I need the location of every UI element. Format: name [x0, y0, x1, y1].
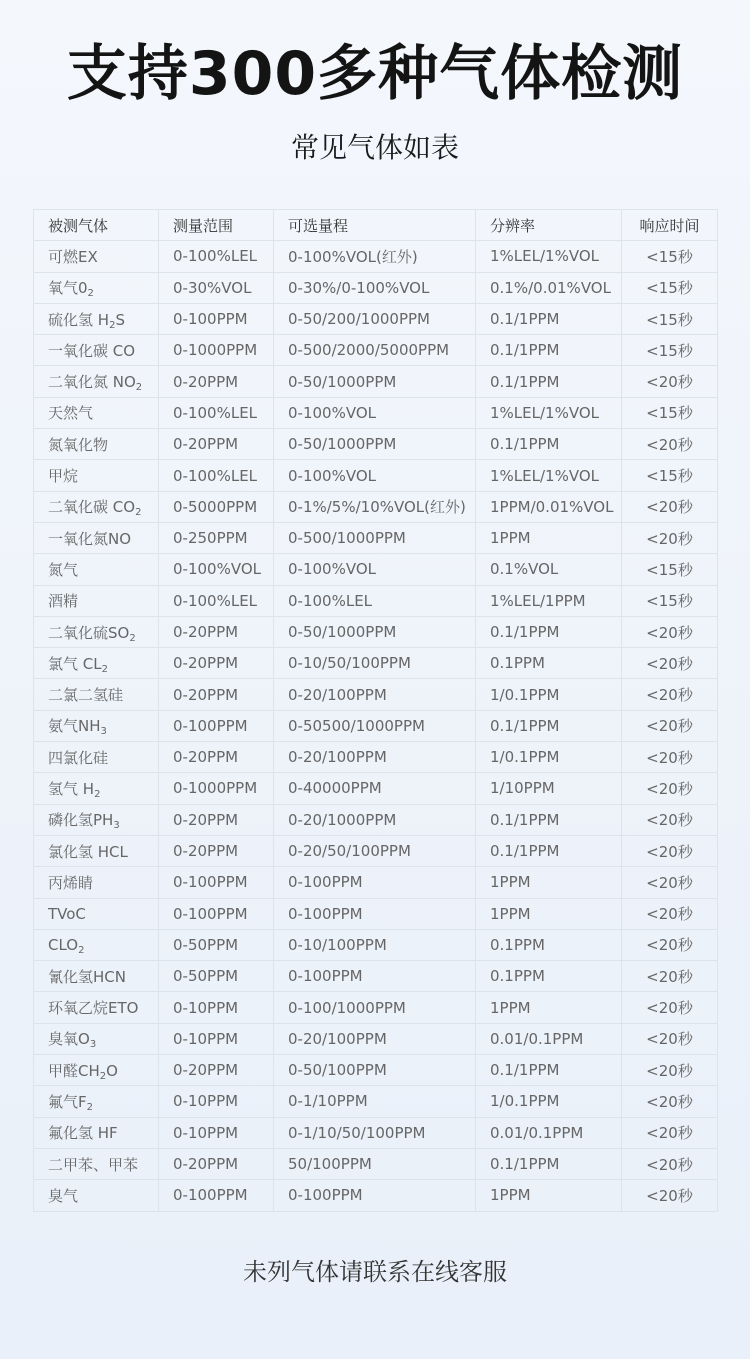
- cell-response-time: <20秒: [622, 429, 718, 460]
- header-response-time: 响应时间: [622, 210, 718, 241]
- cell-response-time: <20秒: [622, 961, 718, 992]
- table-row: [34, 835, 718, 866]
- table-row: [34, 491, 718, 522]
- cell-resolution: 0.1PPM: [476, 929, 622, 960]
- table-row: [34, 585, 718, 616]
- cell-optional-range: 0-50/200/1000PPM: [274, 303, 476, 334]
- table-row: [34, 429, 718, 460]
- cell-resolution: 0.01/0.1PPM: [476, 1117, 622, 1148]
- cell-gas: [34, 616, 159, 647]
- cell-range: 0-50PPM: [159, 929, 274, 960]
- cell-gas: [34, 867, 159, 898]
- table-row: [34, 272, 718, 303]
- table-row: [34, 522, 718, 553]
- gas-formula-subscript: 2: [129, 632, 136, 644]
- cell-response-time: <15秒: [622, 272, 718, 303]
- table-body: [34, 241, 718, 1211]
- cell-response-time: <15秒: [622, 397, 718, 428]
- gas-table: [33, 209, 718, 1212]
- cell-gas: [34, 1180, 159, 1211]
- cell-gas: [34, 742, 159, 773]
- cell-response-time: <15秒: [622, 460, 718, 491]
- cell-response-time: <20秒: [622, 1148, 718, 1179]
- cell-optional-range: 50/100PPM: [274, 1148, 476, 1179]
- cell-response-time: <20秒: [622, 1023, 718, 1054]
- table-row: [34, 1086, 718, 1117]
- cell-range: 0-10PPM: [159, 992, 274, 1023]
- cell-range: 0-30%VOL: [159, 272, 274, 303]
- cell-optional-range: 0-10/50/100PPM: [274, 648, 476, 679]
- cell-range: 0-1000PPM: [159, 335, 274, 366]
- cell-resolution: 0.1/1PPM: [476, 710, 622, 741]
- gas-formula-subscript: 2: [78, 944, 85, 956]
- cell-resolution: 0.1%/0.01%VOL: [476, 272, 622, 303]
- cell-optional-range: 0-100%LEL: [274, 585, 476, 616]
- gas-formula-subscript: 2: [135, 382, 143, 394]
- cell-gas: [34, 429, 159, 460]
- cell-resolution: 0.1/1PPM: [476, 366, 622, 397]
- cell-response-time: <20秒: [622, 1055, 718, 1086]
- gas-name: 氧气0: [48, 279, 88, 298]
- cell-range: 0-20PPM: [159, 366, 274, 397]
- cell-gas: [34, 460, 159, 491]
- gas-name: 天然气: [48, 404, 94, 423]
- cell-resolution: 1PPM: [476, 898, 622, 929]
- cell-gas: [34, 303, 159, 334]
- cell-optional-range: 0-30%/0-100%VOL: [274, 272, 476, 303]
- cell-range: 0-20PPM: [159, 616, 274, 647]
- cell-response-time: <20秒: [622, 992, 718, 1023]
- gas-name: 甲烷: [48, 467, 79, 486]
- cell-range: 0-1000PPM: [159, 773, 274, 804]
- cell-optional-range: 0-40000PPM: [274, 773, 476, 804]
- gas-formula-subscript: 2: [86, 1101, 94, 1113]
- gas-formula-suffix: O: [106, 1061, 118, 1080]
- table-row: [34, 366, 718, 397]
- gas-formula-subscript: 2: [109, 319, 116, 331]
- cell-optional-range: 0-100%VOL: [274, 460, 476, 491]
- gas-formula-subscript: 2: [99, 1070, 107, 1082]
- cell-range: 0-100%LEL: [159, 397, 274, 428]
- cell-range: 0-100%LEL: [159, 585, 274, 616]
- table-row: [34, 710, 718, 741]
- cell-optional-range: 0-50/1000PPM: [274, 429, 476, 460]
- cell-gas: [34, 585, 159, 616]
- table-row: [34, 898, 718, 929]
- cell-range: 0-100%VOL: [159, 554, 274, 585]
- cell-optional-range: 0-20/100PPM: [274, 679, 476, 710]
- header-gas: 被测气体: [34, 210, 159, 241]
- gas-formula-suffix: S: [115, 310, 125, 329]
- cell-response-time: <20秒: [622, 898, 718, 929]
- cell-response-time: <15秒: [622, 303, 718, 334]
- cell-optional-range: 0-50/1000PPM: [274, 616, 476, 647]
- cell-gas: [34, 835, 159, 866]
- table-row: [34, 773, 718, 804]
- cell-gas: [34, 335, 159, 366]
- cell-response-time: <20秒: [622, 491, 718, 522]
- cell-resolution: 1/10PPM: [476, 773, 622, 804]
- cell-resolution: 0.1/1PPM: [476, 303, 622, 334]
- table-row: [34, 648, 718, 679]
- gas-formula-subscript: 2: [94, 788, 101, 800]
- header-resolution: 分辨率: [476, 210, 622, 241]
- cell-optional-range: 0-100%VOL: [274, 397, 476, 428]
- cell-gas: [34, 491, 159, 522]
- gas-name: 氯气 CL: [48, 654, 102, 673]
- cell-optional-range: 0-10/100PPM: [274, 929, 476, 960]
- table-row: [34, 335, 718, 366]
- cell-range: 0-20PPM: [159, 742, 274, 773]
- cell-gas: [34, 366, 159, 397]
- gas-name: 四氯化硅: [48, 748, 109, 767]
- cell-range: 0-20PPM: [159, 804, 274, 835]
- cell-resolution: 1PPM/0.01%VOL: [476, 491, 622, 522]
- cell-gas: [34, 804, 159, 835]
- cell-resolution: 1/0.1PPM: [476, 679, 622, 710]
- cell-optional-range: 0-100PPM: [274, 961, 476, 992]
- cell-optional-range: 0-100PPM: [274, 1180, 476, 1211]
- table-row: [34, 929, 718, 960]
- cell-response-time: <15秒: [622, 554, 718, 585]
- cell-optional-range: 0-1/10/50/100PPM: [274, 1117, 476, 1148]
- cell-range: 0-100PPM: [159, 303, 274, 334]
- gas-formula-subscript: 2: [135, 507, 142, 519]
- gas-formula-subscript: 2: [101, 663, 108, 675]
- gas-name: 可燃EX: [48, 247, 98, 266]
- cell-response-time: <20秒: [622, 1180, 718, 1211]
- gas-name: 二氧化氮 NO: [48, 373, 136, 392]
- gas-name: 二氧化硫SO: [48, 623, 130, 642]
- cell-range: 0-5000PPM: [159, 491, 274, 522]
- cell-resolution: 1/0.1PPM: [476, 1086, 622, 1117]
- cell-response-time: <20秒: [622, 522, 718, 553]
- cell-resolution: 0.1/1PPM: [476, 1148, 622, 1179]
- table-row: [34, 1180, 718, 1211]
- gas-name: CLO: [48, 935, 79, 954]
- gas-name: 氢气 H: [48, 779, 95, 798]
- cell-resolution: 1PPM: [476, 867, 622, 898]
- gas-name: 二甲苯、甲苯: [48, 1155, 139, 1174]
- cell-response-time: <20秒: [622, 616, 718, 647]
- cell-optional-range: 0-20/50/100PPM: [274, 835, 476, 866]
- cell-response-time: <20秒: [622, 1086, 718, 1117]
- cell-response-time: <20秒: [622, 366, 718, 397]
- gas-name: 丙烯睛: [48, 873, 94, 892]
- gas-name: 氰化氢HCN: [48, 967, 126, 986]
- cell-optional-range: 0-100PPM: [274, 867, 476, 898]
- cell-range: 0-20PPM: [159, 679, 274, 710]
- cell-gas: [34, 1055, 159, 1086]
- cell-range: 0-20PPM: [159, 1055, 274, 1086]
- table-row: [34, 616, 718, 647]
- cell-resolution: 0.1/1PPM: [476, 335, 622, 366]
- cell-range: 0-50PPM: [159, 961, 274, 992]
- cell-resolution: 1%LEL/1%VOL: [476, 241, 622, 272]
- gas-name: 甲醛CH: [48, 1061, 100, 1080]
- cell-gas: [34, 554, 159, 585]
- page-subtitle: 常见气体如表: [290, 131, 459, 164]
- cell-gas: [34, 679, 159, 710]
- table-row: [34, 867, 718, 898]
- cell-response-time: <20秒: [622, 929, 718, 960]
- table-row: [34, 397, 718, 428]
- cell-resolution: 0.1%VOL: [476, 554, 622, 585]
- table-row: [34, 679, 718, 710]
- header-range: 测量范围: [159, 210, 274, 241]
- cell-resolution: 0.1/1PPM: [476, 616, 622, 647]
- cell-optional-range: 0-500/1000PPM: [274, 522, 476, 553]
- cell-optional-range: 0-50/100PPM: [274, 1055, 476, 1086]
- cell-optional-range: 0-50500/1000PPM: [274, 710, 476, 741]
- gas-name: 臭氧O: [48, 1030, 90, 1049]
- table-row: [34, 1148, 718, 1179]
- cell-optional-range: 0-20/1000PPM: [274, 804, 476, 835]
- gas-name: 磷化氢PH: [48, 811, 114, 830]
- gas-name: 氯化氢 HCL: [48, 842, 128, 861]
- cell-gas: [34, 272, 159, 303]
- cell-range: 0-100PPM: [159, 898, 274, 929]
- cell-gas: [34, 241, 159, 272]
- gas-name: 氮氧化物: [48, 435, 109, 454]
- cell-gas: [34, 898, 159, 929]
- cell-gas: [34, 961, 159, 992]
- gas-name: 二氧化碳 CO: [48, 498, 136, 517]
- cell-optional-range: 0-100/1000PPM: [274, 992, 476, 1023]
- cell-response-time: <20秒: [622, 648, 718, 679]
- cell-range: 0-20PPM: [159, 429, 274, 460]
- cell-range: 0-100%LEL: [159, 460, 274, 491]
- gas-formula-subscript: 3: [89, 1039, 97, 1051]
- header-optional-range: 可选量程: [274, 210, 476, 241]
- cell-range: 0-20PPM: [159, 835, 274, 866]
- gas-name: 一氧化碳 CO: [48, 341, 136, 360]
- table-row: [34, 1023, 718, 1054]
- cell-gas: [34, 522, 159, 553]
- cell-resolution: 0.1/1PPM: [476, 1055, 622, 1086]
- cell-response-time: <20秒: [622, 1117, 718, 1148]
- gas-name: 一氧化氮NO: [48, 529, 132, 548]
- page-title: 支持300多种气体检测: [66, 39, 684, 109]
- cell-gas: [34, 1148, 159, 1179]
- table-row: [34, 804, 718, 835]
- gas-name: 氨气NH: [48, 717, 101, 736]
- cell-response-time: <15秒: [622, 335, 718, 366]
- cell-optional-range: 0-100PPM: [274, 898, 476, 929]
- gas-name: 环氧乙烷ETO: [48, 999, 139, 1018]
- cell-resolution: 1%LEL/1%VOL: [476, 397, 622, 428]
- table-row: [34, 1117, 718, 1148]
- table-row: [34, 992, 718, 1023]
- cell-range: 0-100PPM: [159, 710, 274, 741]
- cell-response-time: <20秒: [622, 742, 718, 773]
- cell-resolution: 0.1/1PPM: [476, 429, 622, 460]
- gas-name: 硫化氢 H: [48, 310, 110, 329]
- gas-name: 氟化氢 HF: [48, 1124, 118, 1143]
- cell-gas: [34, 710, 159, 741]
- cell-response-time: <20秒: [622, 773, 718, 804]
- table-row: [34, 554, 718, 585]
- cell-optional-range: 0-20/100PPM: [274, 1023, 476, 1054]
- cell-range: 0-20PPM: [159, 648, 274, 679]
- cell-response-time: <20秒: [622, 867, 718, 898]
- gas-name: 氟气F: [48, 1092, 87, 1111]
- cell-response-time: <20秒: [622, 835, 718, 866]
- gas-formula-subscript: 3: [100, 726, 107, 738]
- table-row: [34, 742, 718, 773]
- cell-resolution: 0.01/0.1PPM: [476, 1023, 622, 1054]
- table-row: [34, 1055, 718, 1086]
- table-row: [34, 961, 718, 992]
- cell-range: 0-250PPM: [159, 522, 274, 553]
- cell-optional-range: 0-500/2000/5000PPM: [274, 335, 476, 366]
- gas-formula-subscript: 3: [113, 820, 120, 832]
- cell-range: 0-10PPM: [159, 1023, 274, 1054]
- cell-gas: [34, 648, 159, 679]
- cell-gas: [34, 397, 159, 428]
- gas-name: 二氯二氢硅: [48, 686, 124, 705]
- table-row: [34, 241, 718, 272]
- cell-range: 0-100PPM: [159, 1180, 274, 1211]
- cell-resolution: 1PPM: [476, 522, 622, 553]
- cell-optional-range: 0-50/1000PPM: [274, 366, 476, 397]
- cell-resolution: 1PPM: [476, 1180, 622, 1211]
- gas-name: TVoC: [48, 904, 86, 923]
- cell-resolution: 0.1PPM: [476, 648, 622, 679]
- gas-name: 氮气: [48, 560, 79, 579]
- cell-gas: [34, 1086, 159, 1117]
- footer-note: 未列气体请联系在线客服: [243, 1258, 507, 1286]
- cell-resolution: 0.1/1PPM: [476, 804, 622, 835]
- cell-resolution: 1PPM: [476, 992, 622, 1023]
- cell-gas: [34, 773, 159, 804]
- table-header-row: [34, 210, 718, 241]
- cell-optional-range: 0-1/10PPM: [274, 1086, 476, 1117]
- cell-response-time: <20秒: [622, 804, 718, 835]
- cell-resolution: 0.1/1PPM: [476, 835, 622, 866]
- cell-resolution: 1%LEL/1PPM: [476, 585, 622, 616]
- cell-resolution: 1%LEL/1%VOL: [476, 460, 622, 491]
- cell-resolution: 1/0.1PPM: [476, 742, 622, 773]
- cell-resolution: 0.1PPM: [476, 961, 622, 992]
- cell-range: 0-20PPM: [159, 1148, 274, 1179]
- cell-optional-range: 0-1%/5%/10%VOL(红外): [274, 491, 476, 522]
- cell-gas: [34, 992, 159, 1023]
- table-row: [34, 303, 718, 334]
- cell-optional-range: 0-100%VOL: [274, 554, 476, 585]
- cell-gas: [34, 929, 159, 960]
- cell-optional-range: 0-20/100PPM: [274, 742, 476, 773]
- cell-response-time: <20秒: [622, 710, 718, 741]
- cell-range: 0-100%LEL: [159, 241, 274, 272]
- cell-response-time: <20秒: [622, 679, 718, 710]
- cell-range: 0-10PPM: [159, 1086, 274, 1117]
- gas-name: 臭气: [48, 1186, 79, 1205]
- cell-gas: [34, 1023, 159, 1054]
- gas-name: 酒精: [48, 592, 79, 611]
- cell-gas: [34, 1117, 159, 1148]
- cell-response-time: <15秒: [622, 585, 718, 616]
- cell-range: 0-100PPM: [159, 867, 274, 898]
- cell-range: 0-10PPM: [159, 1117, 274, 1148]
- cell-optional-range: 0-100%VOL(红外): [274, 241, 476, 272]
- cell-response-time: <15秒: [622, 241, 718, 272]
- gas-formula-subscript: 2: [87, 288, 94, 300]
- table-row: [34, 460, 718, 491]
